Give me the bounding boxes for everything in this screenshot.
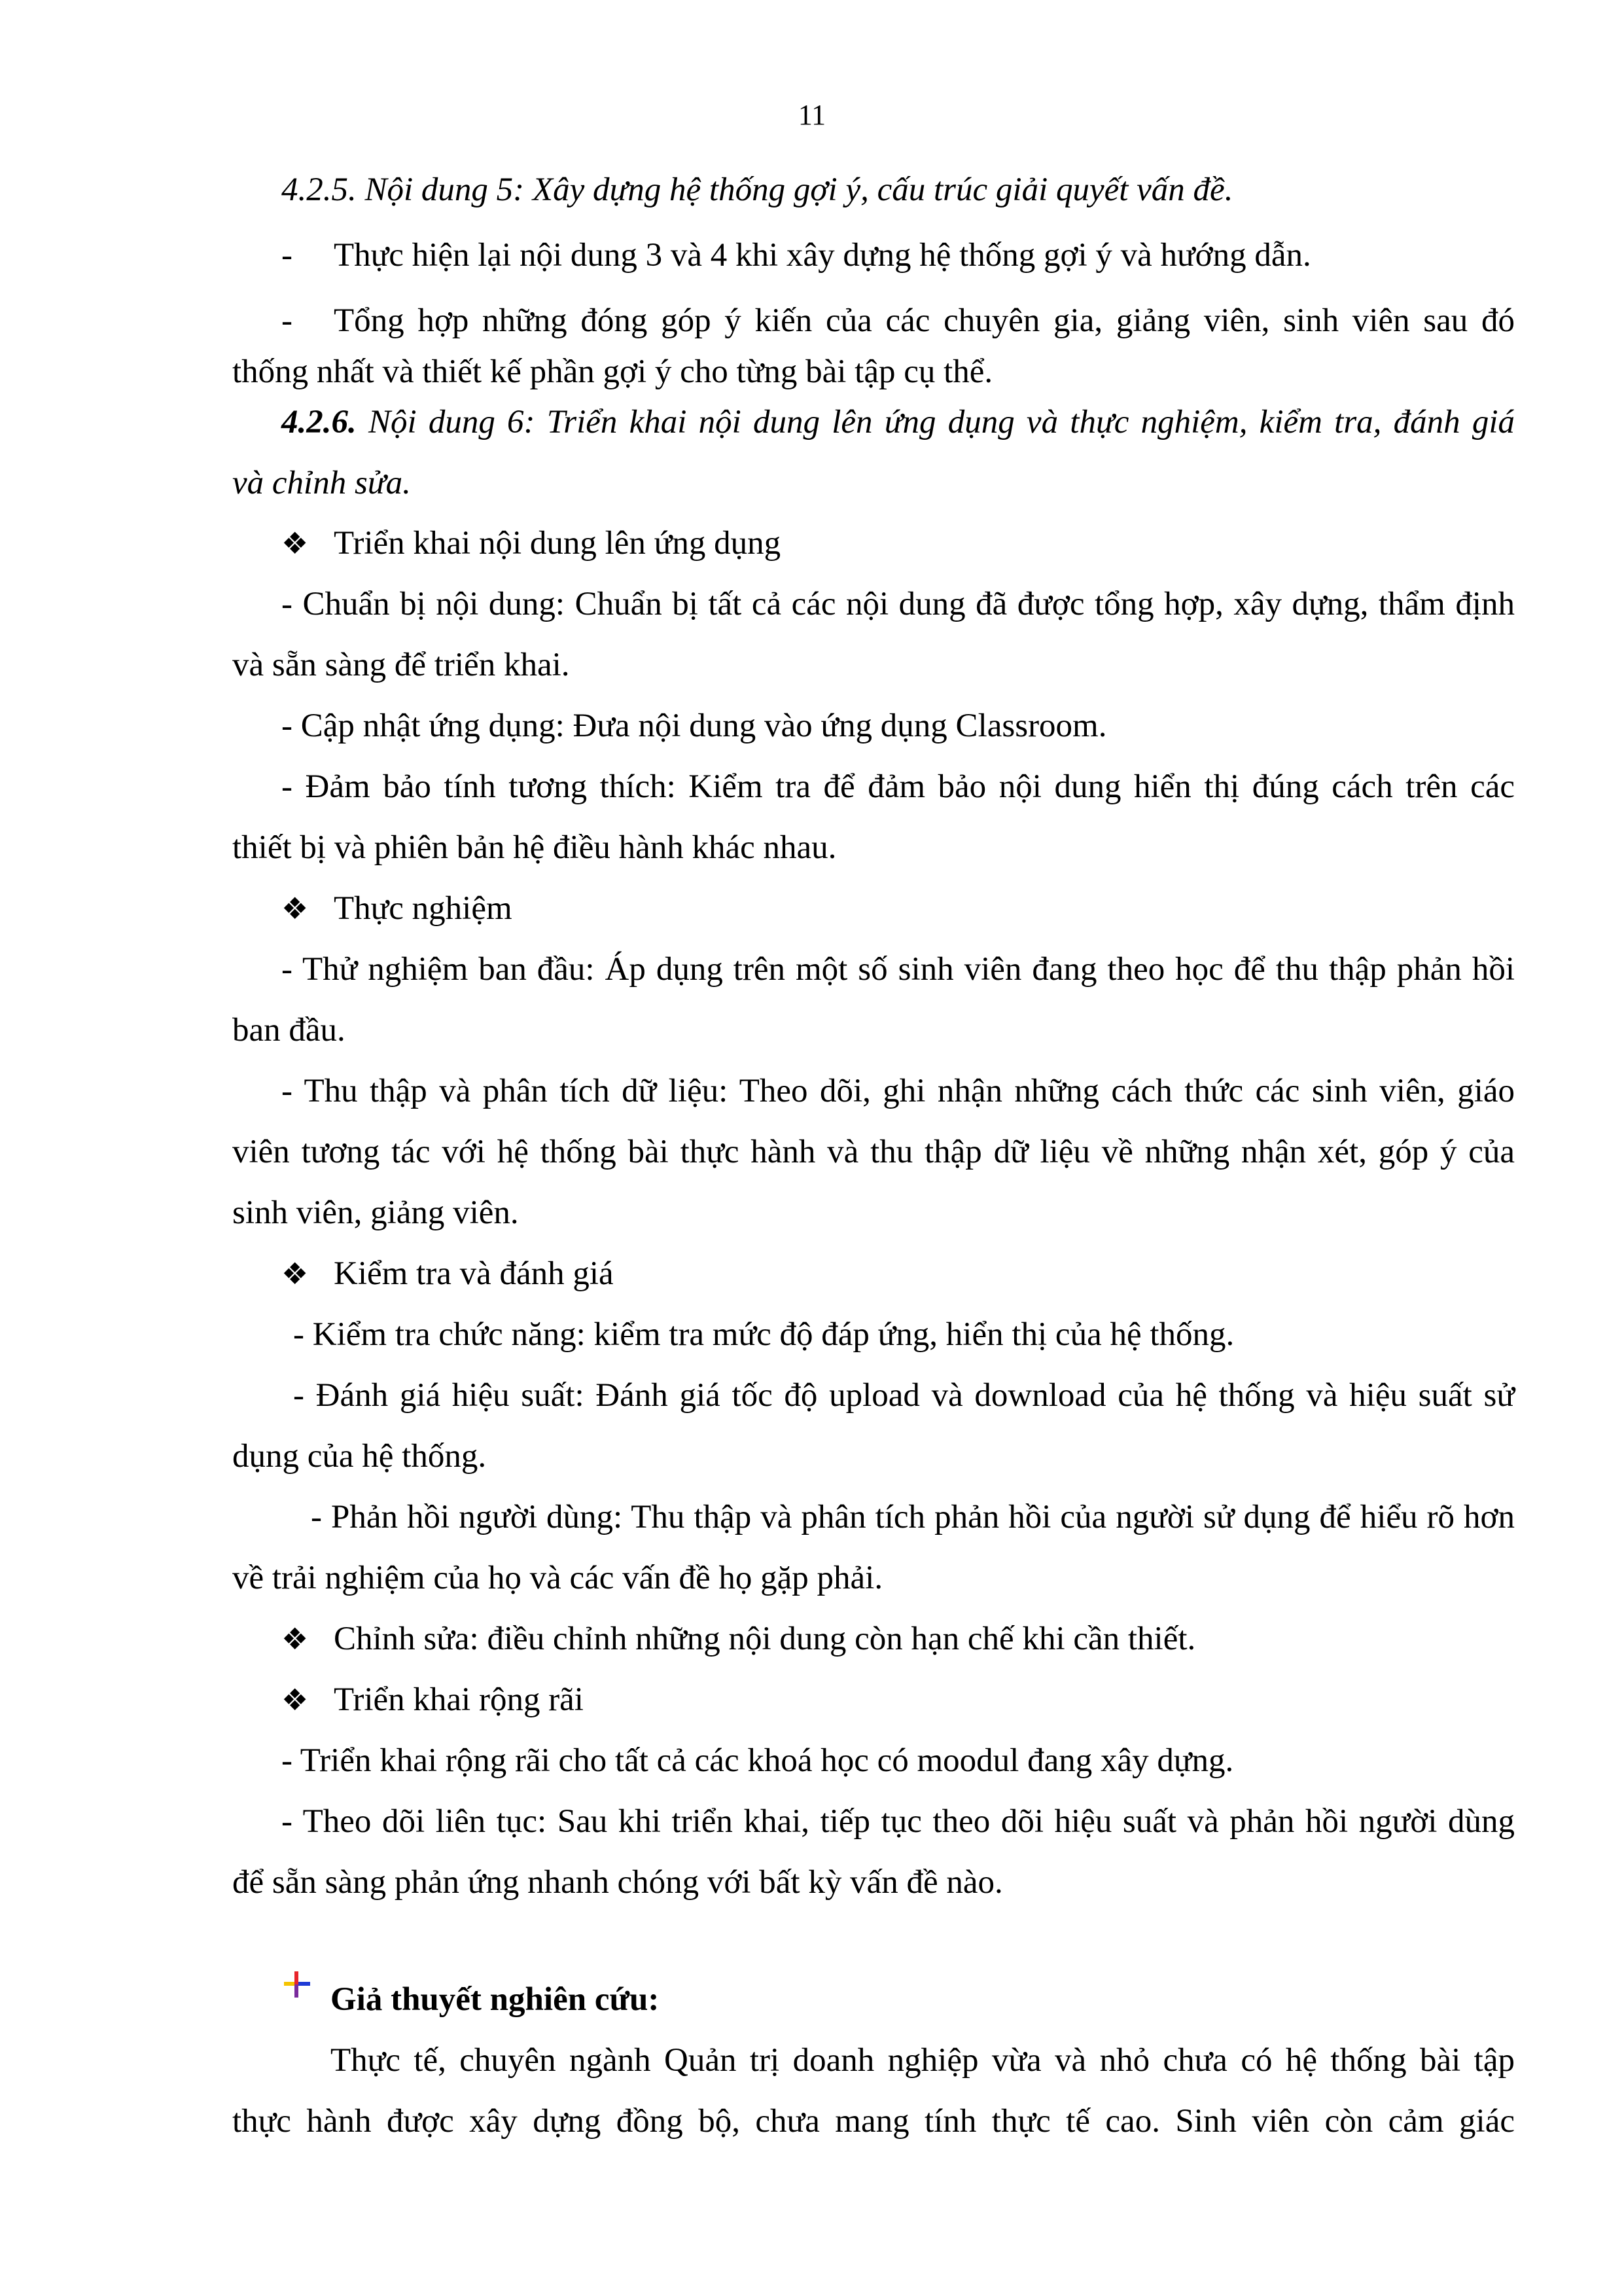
bullet-title: Kiểm tra và đánh giá xyxy=(334,1255,614,1292)
list-item-continuation: viên tương tác với hệ thống bài thực hành và thu thập dữ liệu về những nhận xét, góp ý của xyxy=(232,1134,1515,1170)
list-item: - Đảm bảo tính tương thích: Kiểm tra để đảm bảo nội dung hiển thị đúng cách trên các xyxy=(281,768,1515,805)
list-item: - Cập nhật ứng dụng: Đưa nội dung vào ứng dụng Classroom. xyxy=(281,708,1107,744)
list-item: - Theo dõi liên tục: Sau khi triển khai, tiếp tục theo dõi hiệu suất và phản hồi người dùng xyxy=(281,1803,1515,1840)
list-item: - Đánh giá hiệu suất: Đánh giá tốc độ upload và download của hệ thống và hiệu suất sử xyxy=(293,1377,1515,1414)
item-text: Tổng hợp những đóng góp ý kiến của các chuyên gia, giảng viên, sinh viên sau đó xyxy=(334,302,1515,339)
diamond-bullet-icon: ❖ xyxy=(281,1683,309,1717)
heading-number: 4.2.5. xyxy=(281,171,357,208)
dash-item xyxy=(281,239,1311,272)
heading-text: Nội dung 6: Triển khai nội dung lên ứng dụng và thực nghiệm, kiểm tra, đánh giá xyxy=(368,404,1515,440)
bullet-title: Triển khai nội dung lên ứng dụng xyxy=(334,525,781,562)
section-title-hypothesis: Giả thuyết nghiên cứu: xyxy=(330,1981,660,2018)
bullet-heading-experiment xyxy=(281,892,512,925)
heading-4-2-6 xyxy=(281,406,1515,439)
bullet-title: Thực nghiệm xyxy=(334,890,512,927)
list-item: - Thử nghiệm ban đầu: Áp dụng trên một số sinh viên đang theo học để thu thập phản hồi xyxy=(281,951,1515,988)
heading-number: 4.2.6. xyxy=(281,404,357,440)
dash-item xyxy=(281,304,1515,338)
list-item: - Thu thập và phân tích dữ liệu: Theo dõi, ghi nhận những cách thức các sinh viên, giáo xyxy=(281,1073,1515,1109)
dash-marker: - xyxy=(281,302,292,339)
list-item-continuation: sinh viên, giảng viên. xyxy=(232,1194,519,1231)
list-item-continuation: dụng của hệ thống. xyxy=(232,1438,487,1475)
list-item: - Kiểm tra chức năng: kiểm tra mức độ đáp ứng, hiển thị của hệ thống. xyxy=(293,1316,1235,1353)
heading-4-2-5 xyxy=(281,173,1233,207)
list-item-continuation: về trải nghiệm của họ và các vấn đề họ gặp phải. xyxy=(232,1560,883,1596)
item-text: Thực hiện lại nội dung 3 và 4 khi xây dựng hệ thống gợi ý và hướng dẫn. xyxy=(334,237,1311,274)
list-item-continuation: ban đầu. xyxy=(232,1012,345,1049)
heading-text: Nội dung 5: Xây dựng hệ thống gợi ý, cấu trúc giải quyết vấn đề. xyxy=(364,171,1233,208)
paragraph-line: Thực tế, chuyên ngành Quản trị doanh nghiệp vừa và nhỏ chưa có hệ thống bài tập xyxy=(330,2042,1515,2079)
bullet-title: Triển khai rộng rãi xyxy=(334,1681,584,1718)
list-item: - Phản hồi người dùng: Thu thập và phân tích phản hồi của người sử dụng để hiểu rõ hơn xyxy=(311,1499,1515,1535)
paragraph-line: thực hành được xây dựng đồng bộ, chưa mang tính thực tế cao. Sinh viên còn cảm giác xyxy=(232,2103,1515,2140)
diamond-bullet-icon: ❖ xyxy=(281,892,309,925)
list-item-continuation: và sẵn sàng để triển khai. xyxy=(232,647,570,683)
page-number: 11 xyxy=(798,99,826,131)
bullet-heading-deploy xyxy=(281,527,781,560)
item-continuation: thống nhất và thiết kế phần gợi ý cho từng bài tập cụ thể. xyxy=(232,353,993,390)
bullet-heading-rollout xyxy=(281,1683,584,1717)
bullet-title: Chỉnh sửa: điều chỉnh những nội dung còn hạn chế khi cần thiết. xyxy=(334,1621,1196,1657)
list-item: - Triển khai rộng rãi cho tất cả các khoá học có moodul đang xây dựng. xyxy=(281,1742,1234,1779)
diamond-bullet-icon: ❖ xyxy=(281,1623,309,1656)
bullet-heading-evaluation xyxy=(281,1257,614,1291)
colored-plus-bullet-icon xyxy=(283,1970,311,1999)
list-item: - Chuẩn bị nội dung: Chuẩn bị tất cả các nội dung đã được tổng hợp, xây dựng, thẩm định xyxy=(281,586,1515,622)
dash-marker: - xyxy=(281,237,292,274)
list-item-continuation: thiết bị và phiên bản hệ điều hành khác nhau. xyxy=(232,829,837,866)
diamond-bullet-icon: ❖ xyxy=(281,1257,309,1291)
bullet-heading-revise xyxy=(281,1623,1195,1656)
list-item-continuation: để sẵn sàng phản ứng nhanh chóng với bất kỳ vấn đề nào. xyxy=(232,1864,1003,1901)
diamond-bullet-icon: ❖ xyxy=(281,527,309,560)
heading-continuation: và chỉnh sửa. xyxy=(232,465,411,501)
